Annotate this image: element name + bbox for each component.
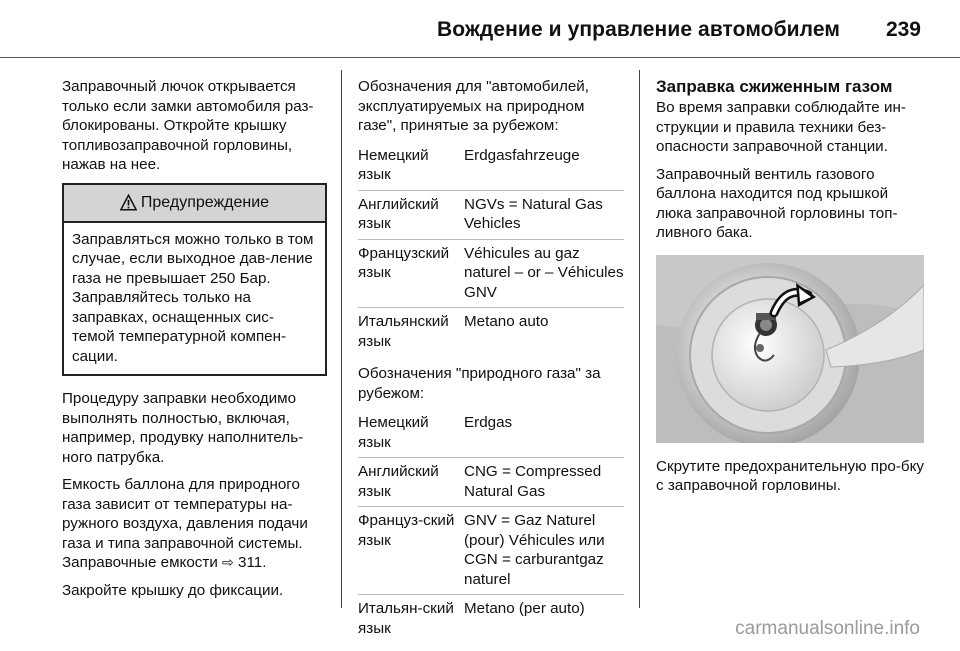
paragraph: Заправочный лючок открывается только если замки автомобиля раз-блокированы. Откройте крышку топливозаправочной горловины, нажав на нее.	[62, 78, 314, 173]
header-title: Вождение и управление автомобилем	[437, 18, 840, 41]
table-cell-term: GNV = Gaz Naturel (pour) Véhicules или CGN = carburantgaz naturel	[464, 512, 605, 588]
table-cell-language: Француз-ский язык	[358, 512, 455, 549]
column-middle	[358, 77, 624, 651]
gas-names-table	[358, 411, 624, 643]
column-right	[656, 77, 926, 504]
fuel-filler-cap-illustration	[656, 255, 924, 443]
table-row	[358, 144, 624, 191]
table-cell-language: Немецкий язык	[358, 414, 429, 451]
paragraph: Обозначения для "автомобилей, эксплуатируемых на природном газе", принятые за рубежом:	[358, 78, 589, 134]
warning-triangle-icon	[120, 194, 137, 211]
paragraph: Обозначения "природного газа" за рубежом:	[358, 365, 601, 402]
table-cell-term: Metano auto	[464, 313, 549, 330]
paragraph: Процедуру заправки необходимо выполнять полностью, включая, например, продувку наполнитель-ного патрубка.	[62, 390, 304, 466]
page-reference-arrow-icon: ⇨	[222, 554, 234, 570]
table-row	[358, 458, 624, 507]
warning-title: Предупреждение	[140, 193, 270, 211]
table-cell-term: NGVs = Natural Gas Vehicles	[464, 195, 603, 232]
page-number: 239	[885, 18, 921, 41]
table-cell-term: CNG = Compressed Natural Gas	[464, 463, 602, 500]
table-cell-language: Итальянский язык	[358, 313, 449, 350]
paragraph	[62, 475, 327, 573]
column-divider	[639, 70, 640, 608]
section-title: Заправка сжиженным газом	[656, 77, 893, 96]
photo-caption: Скрутите предохранительную про-бку с заправочной горловины.	[656, 457, 925, 494]
table-row	[358, 240, 624, 309]
column-divider	[341, 70, 342, 608]
watermark: carmanualsonline.info	[735, 618, 920, 639]
table-cell-term: Erdgas	[464, 414, 513, 431]
warning-box	[62, 183, 327, 377]
header-rule	[0, 57, 960, 58]
paragraph: Во время заправки соблюдайте ин-струкции и правила техники без-опасности заправочной станции.	[656, 99, 906, 155]
column-left	[62, 77, 327, 608]
table-cell-language: Английский язык	[358, 463, 439, 500]
table-cell-term: Metano (per auto)	[464, 600, 585, 617]
table-cell-term: Véhicules au gaz naturel – or – Véhicules GNV	[464, 244, 624, 301]
table-row	[358, 595, 624, 643]
fuel-filler-photo	[656, 255, 924, 443]
warning-text: Заправляться можно только в том случае, если выходное дав-ление газа не превышает 250 Бар. Заправляйтесь только на заправках, оснащенных сис-темой температурной компен-сации.	[72, 230, 314, 365]
paragraph: Закройте крышку до фиксации.	[62, 581, 284, 599]
page-header	[0, 0, 960, 62]
page-reference-link[interactable]: 311.	[238, 554, 267, 571]
warning-header	[64, 185, 325, 223]
paragraph: Заправочный вентиль газового баллона находится под крышкой люка заправочной горловины топ-ливного бака.	[656, 165, 898, 241]
table-cell-term: Erdgasfahrzeuge	[464, 146, 580, 164]
table-cell-language: Английский язык	[358, 195, 439, 232]
table-row	[358, 411, 624, 458]
table-cell-language: Немецкий язык	[358, 146, 429, 183]
table-cell-language: Итальян-ский язык	[358, 600, 454, 637]
table-row	[358, 507, 624, 595]
table-row	[358, 191, 624, 240]
table-cell-language: Французский язык	[358, 244, 450, 281]
vehicle-names-table	[358, 144, 624, 357]
table-row	[358, 308, 624, 356]
paragraph-text: Емкость баллона для природного газа зависит от температуры на-ружного воздуха, давления подачи газа и типа заправочной системы. Заправочные емкости	[62, 476, 308, 571]
